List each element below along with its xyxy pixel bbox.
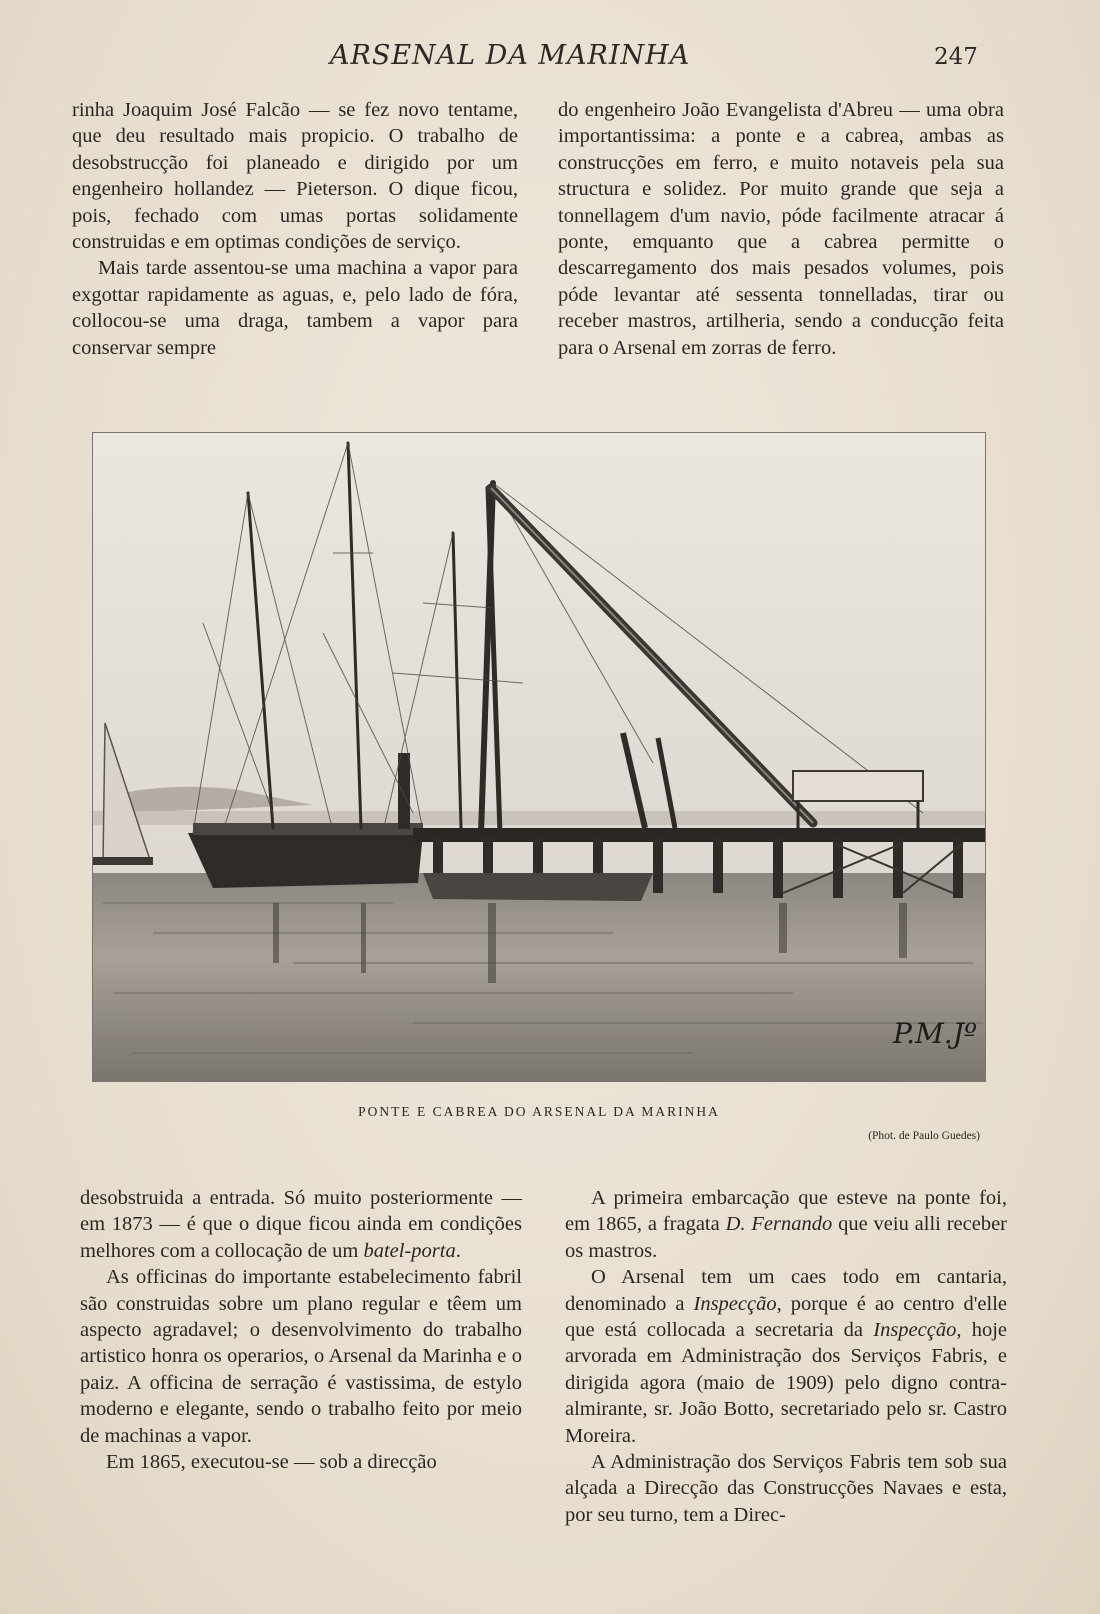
photographer-signature: P.M.Jº (893, 1017, 978, 1050)
text-run: A primeira embarcação que esteve na ponte foi, em 1865, a fragata (565, 1187, 1007, 1236)
text-run: O Arsenal tem um caes todo em cantaria, denominado a (565, 1266, 1007, 1315)
running-title: ARSENAL DA MARINHA (330, 40, 691, 71)
paragraph: do engenheiro João Evangelista d'Abreu — uma obra importantissima: a ponte e a cabrea, ambas as construcções em ferro, e muito notaveis pela sua structura e solidez. Por muito grande que seja a tonnellagem d'um navio, póde facilmente atracar á ponte, emquanto que a cabrea permitte o descarregamento dos mais pesados volumes, pois póde levantar até sessenta tonnelladas, tirar ou receber mastros, artilheria, sendo a conducção feita para o Arsenal em zorras de ferro. (558, 99, 1004, 359)
paragraph: A Administração dos Serviços Fabris tem sob sua alçada a Direcção das Construcções Navaes e esta, por seu turno, tem a Direc- (565, 1451, 1007, 1526)
photo-caption: PONTE E CABREA DO ARSENAL DA MARINHA (358, 1104, 720, 1119)
text-run: , hoje arvorada em Administração dos Serviços Fabris, e dirigida agora (maio de 1909) pelo digno contra-almirante, sr. João Botto, secretariado pelo sr. Castro Moreira. (565, 1319, 1007, 1447)
text-column-top-right (558, 97, 1004, 361)
paragraph: As officinas do importante estabelecimento fabril são construidas sobre um plano regular e têem um aspecto agradavel; o desenvolvimento do trabalho artistico honra os operarios, o Arsenal da Marinha e o paiz. A officina de serração é vastissima, de estylo moderno e elegante, sendo o trabalho feito por meio de machinas a vapor. (80, 1266, 522, 1447)
paragraph: rinha Joaquim José Falcão — se fez novo tentame, que deu resultado mais propicio. O trabalho de desobstrucção foi planeado e dirigido por um engenheiro hollandez — Pieterson. O dique ficou, pois, fechado com umas portas solidamente construidas e em optimas condições de serviço. (72, 99, 518, 254)
text-column-bottom-left (80, 1185, 522, 1475)
text-run: . (455, 1239, 461, 1262)
paragraph (565, 1264, 1007, 1449)
text-run: , porque é ao centro d'elle que está collocada a secretaria da (565, 1292, 1007, 1342)
text-column-top-left (72, 97, 518, 361)
text-run: desobstruida a entrada. Só muito posteriormente — em 1873 — é que o dique ficou ainda em condições melhores com a collocação de um (80, 1187, 522, 1262)
text-column-bottom-right (565, 1185, 1007, 1528)
harbor-photo-illustration (93, 433, 985, 1081)
italic-term: Inspecção (693, 1292, 777, 1315)
paragraph: Mais tarde assentou-se uma machina a vapor para exgottar rapidamente as aguas, e, pelo lado de fóra, collocou-se uma draga, tambem a vapor para conservar sempre (72, 257, 518, 359)
page-number: 247 (934, 44, 978, 70)
italic-term: Inspecção (873, 1319, 957, 1342)
photo-credit: (Phot. de Paulo Guedes) (868, 1130, 980, 1142)
italic-term: D. Fernando (725, 1213, 833, 1236)
italic-term: batel-porta (363, 1239, 456, 1262)
text-run: que veiu alli receber os mastros. (565, 1213, 1007, 1262)
paragraph: Em 1865, executou-se — sob a direcção (106, 1451, 437, 1474)
paragraph (80, 1185, 522, 1264)
photograph-pier-and-crane (92, 432, 986, 1082)
paragraph (565, 1185, 1007, 1264)
